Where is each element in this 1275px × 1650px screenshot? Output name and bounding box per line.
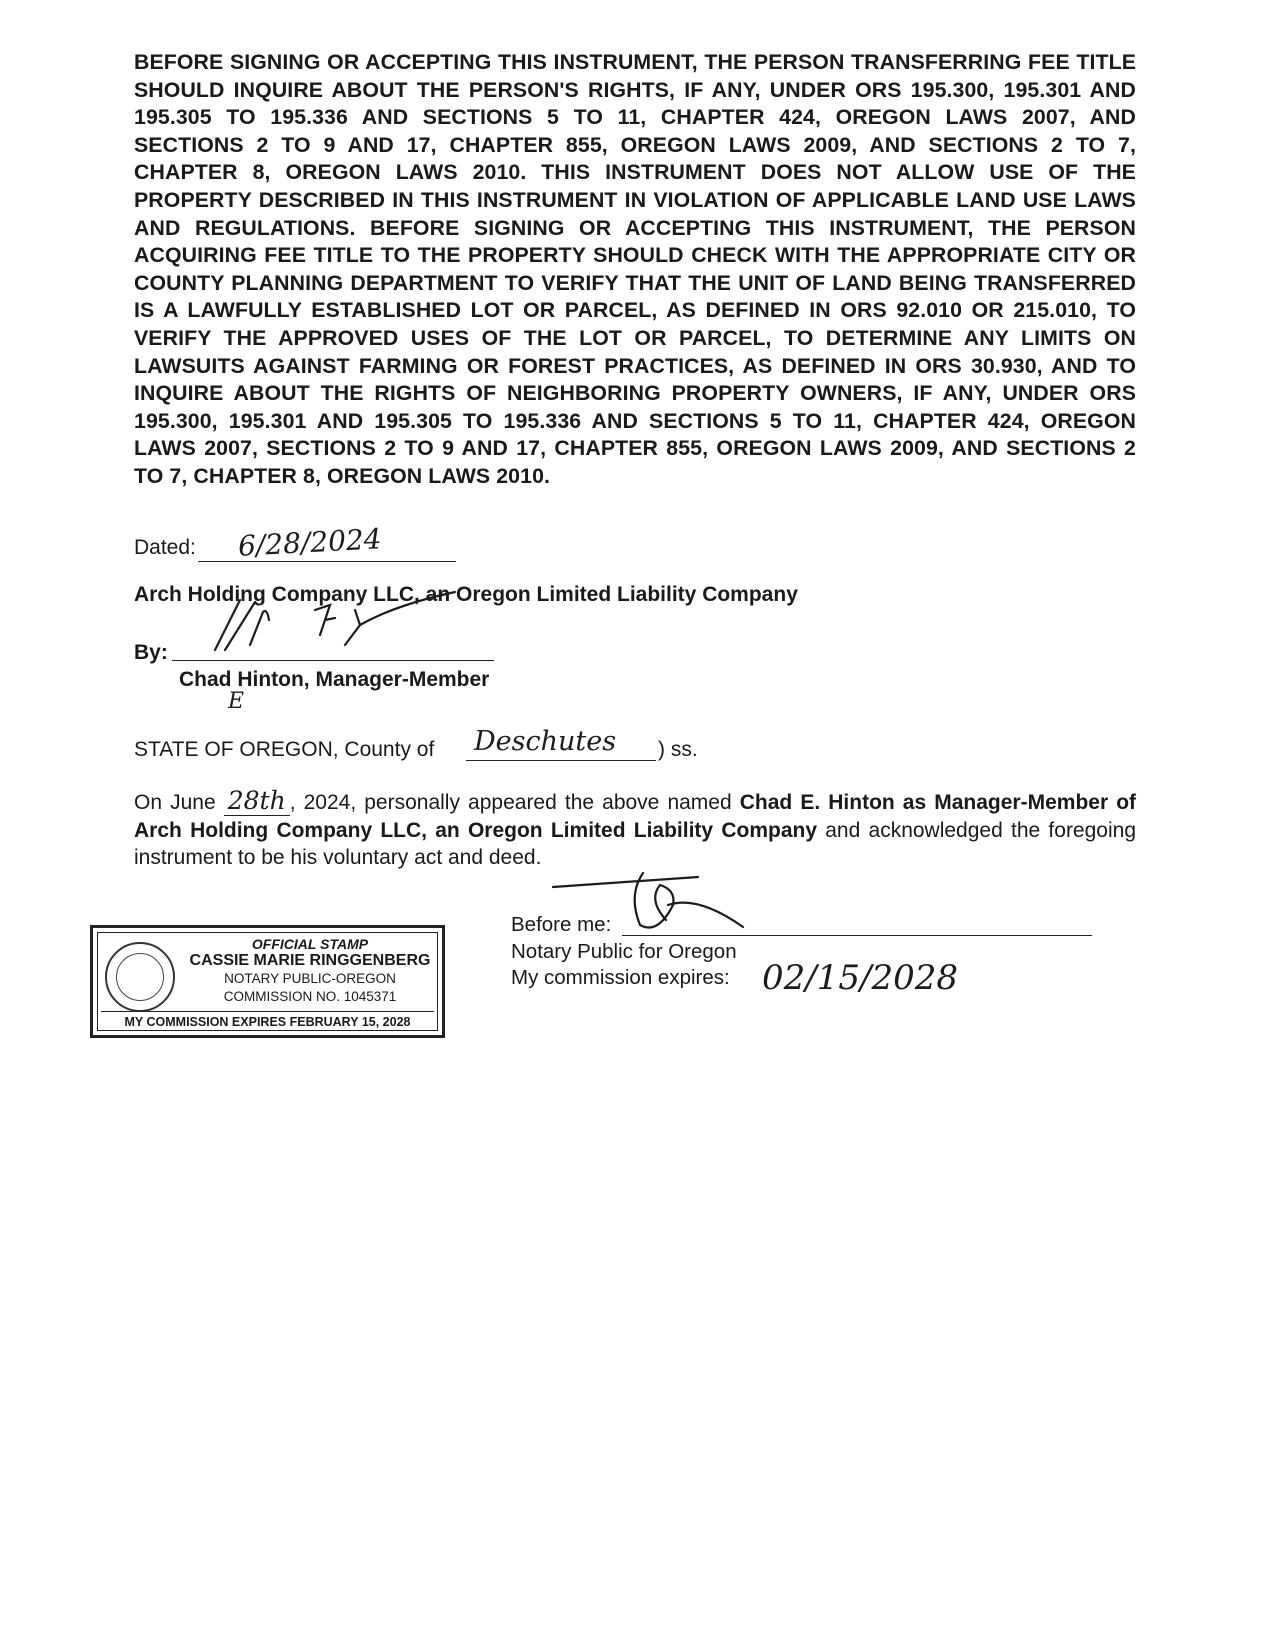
acknowledgment-paragraph [134,787,1136,872]
state-seal-icon [105,942,175,1012]
statutory-warning-paragraph: BEFORE SIGNING OR ACCEPTING THIS INSTRUMENT, THE PERSON TRANSFERRING FEE TITLE SHOULD INQUIRE ABOUT THE PERSON'S RIGHTS, IF ANY, UNDER ORS 195.300, 195.301 AND 195.305 TO 195.336 AND SECTIONS 5 TO 11, CHAPTER 424, OREGON LAWS 2007, AND SECTIONS 2 TO 9 AND 17, CHAPTER 855, OREGON LAWS 2009, AND SECTIONS 2 TO 7, CHAPTER 8, OREGON LAWS 2010. THIS INSTRUMENT DOES NOT ALLOW USE OF THE PROPERTY DESCRIBED IN THIS INSTRUMENT IN VIOLATION OF APPLICABLE LAND USE LAWS AND REGULATIONS. BEFORE SIGNING OR ACCEPTING THIS INSTRUMENT, THE PERSON ACQUIRING FEE TITLE TO THE PROPERTY SHOULD CHECK WITH THE APPROPRIATE CITY OR COUNTY PLANNING DEPARTMENT TO VERIFY THAT THE UNIT OF LAND BEING TRANSFERRED IS A LAWFULLY ESTABLISHED LOT OR PARCEL, AS DEFINED IN ORS 92.010 OR 215.010, TO VERIFY THE APPROVED USES OF THE LOT OR PARCEL, TO DETERMINE ANY LIMITS ON LAWSUITS AGAINST FARMING OR FOREST PRACTICES, AS DEFINED IN ORS 30.930, AND TO INQUIRE ABOUT THE RIGHTS OF NEIGHBORING PROPERTY OWNERS, IF ANY, UNDER ORS 195.300, 195.301 AND 195.305 TO 195.336 AND SECTIONS 5 TO 11, CHAPTER 424, OREGON LAWS 2007, SECTIONS 2 TO 9 AND 17, CHAPTER 855, OREGON LAWS 2009, AND SECTIONS 2 TO 7, CHAPTER 8, OREGON LAWS 2010. [134,50,1136,488]
ack-part3: and acknowledged the foregoing instrument to be his voluntary act and deed. [134,818,1136,869]
stamp-line-4: COMMISSION NO. 1045371 [223,989,397,1004]
dated-label: Dated: [134,536,196,559]
company-line: Arch Holding Company LLC, an Oregon Limited Liability Company [134,583,798,606]
dated-underline [198,561,456,562]
notary-public-label: Notary Public for Oregon [511,940,737,963]
ack-part2: , 2024, personally appeared the above named [289,791,732,814]
dated-handwritten-value: 6/28/2024 [237,522,383,563]
ack-day-handwritten: 28th [224,786,290,816]
stamp-line-1: OFFICIAL STAMP [251,936,369,952]
county-handwritten: Deschutes [474,726,617,757]
notary-signature-handwriting [548,865,758,945]
signature-handwriting [195,590,475,670]
stamp-line-5: MY COMMISSION EXPIRES FEBRUARY 15, 2028 [101,1011,434,1029]
ack-part1: On June [134,791,216,814]
handwritten-initial: E [228,689,245,714]
signer-title: Chad Hinton, Manager-Member [179,668,490,691]
by-label: By: [134,641,168,664]
commission-expires-handwritten: 02/15/2028 [762,958,958,998]
stamp-line-2: CASSIE MARIE RINGGENBERG [189,952,431,969]
ack-bold-part: Chad E. Hinton as Manager-Member of Arch Holding Company LLC, an Oregon Limited Liability Company [134,791,1137,842]
county-underline [466,760,656,761]
official-notary-stamp [90,925,445,1038]
before-me-label: Before me: [511,913,612,936]
venue-suffix: ) ss. [658,738,698,761]
commission-expires-label: My commission expires: [511,966,730,989]
stamp-line-3: NOTARY PUBLIC-OREGON [224,971,396,986]
venue-prefix: STATE OF OREGON, County of [134,738,435,761]
